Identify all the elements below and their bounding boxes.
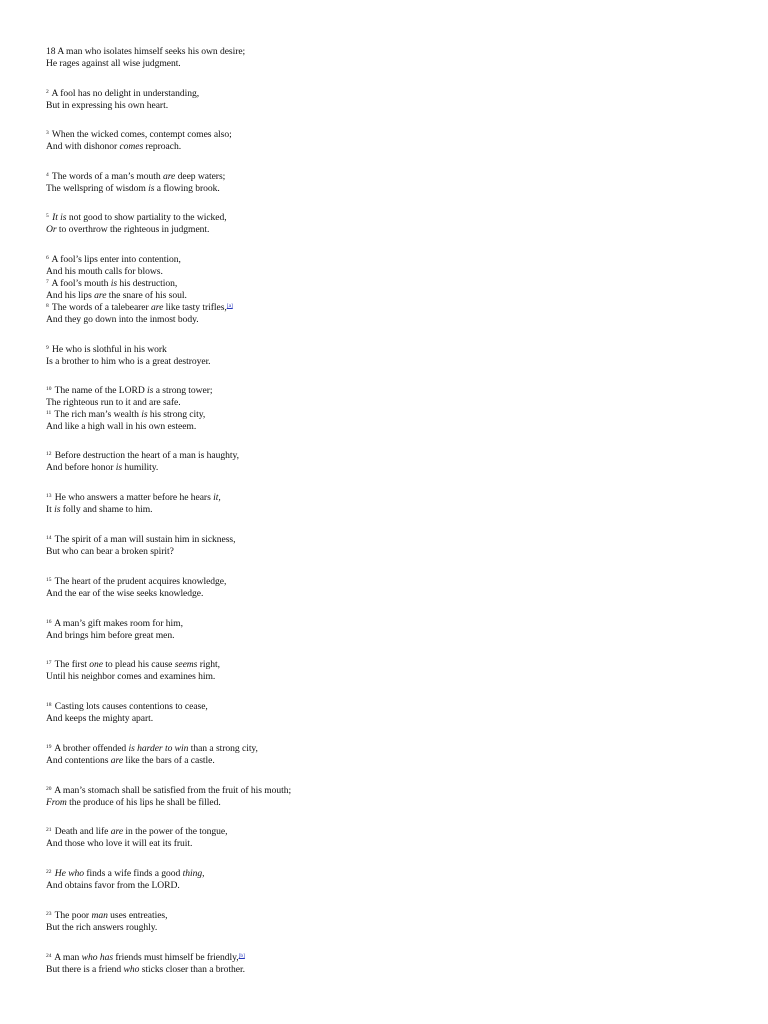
- verse-line: [46, 58, 181, 69]
- italic-text: is: [115, 462, 123, 473]
- verse-number: 8: [46, 303, 49, 309]
- verse-number: 14: [46, 535, 52, 541]
- verse-text: The name of the LORD: [52, 385, 148, 396]
- italic-text: it,: [213, 492, 221, 503]
- verse-number: 22: [46, 869, 52, 875]
- verse-text: uses entreaties,: [107, 910, 168, 921]
- verse-line: [46, 100, 168, 111]
- verse-text: Is a brother to him who is a great destroyer.: [46, 356, 211, 367]
- verse-text: And the ear of the wise seeks knowledge.: [46, 588, 204, 599]
- verse-text: And with dishonor: [46, 141, 120, 152]
- verse-number: 20: [46, 786, 52, 792]
- verse-line: [46, 212, 227, 223]
- verse-line: [46, 671, 215, 682]
- verse-line: [46, 314, 199, 325]
- verse-number: 19: [46, 744, 52, 750]
- verse-line: [46, 344, 167, 355]
- verse-number: 15: [46, 577, 52, 583]
- verse-number: 10: [46, 386, 52, 392]
- verse-text: But there is a friend: [46, 964, 124, 975]
- verse-line: [46, 290, 187, 301]
- verse-number: 23: [46, 911, 52, 917]
- italic-text: are: [110, 826, 124, 837]
- verse-number: 9: [46, 345, 49, 351]
- verse-text: And like a high wall in his own esteem.: [46, 421, 197, 432]
- verse-text: friends must himself be friendly,: [113, 952, 239, 963]
- verse-line: [46, 450, 239, 461]
- verse-line: [46, 797, 221, 808]
- verse-text: his destruction,: [117, 278, 178, 289]
- verse-text: But the rich answers roughly.: [46, 922, 158, 933]
- verse-number: 12: [46, 451, 52, 457]
- verse-line: [46, 838, 192, 849]
- verse-line: [46, 141, 181, 152]
- verse-number: 7: [46, 279, 49, 285]
- verse-line: [46, 659, 220, 670]
- verse-number: 24: [46, 953, 52, 959]
- italic-text: comes: [119, 141, 144, 152]
- italic-text: Or: [46, 224, 57, 235]
- verse-text: finds a wife finds a good: [84, 868, 183, 879]
- italic-text: is harder to win: [128, 743, 189, 754]
- verse-text: The spirit of a man will sustain him in sickness,: [52, 534, 236, 545]
- verse-text: right,: [197, 659, 220, 670]
- verse-line: [46, 88, 199, 99]
- verse-text: sticks closer than a brother.: [139, 964, 245, 975]
- italic-text: is: [54, 504, 61, 515]
- italic-text: seems: [174, 659, 198, 670]
- italic-text: thing,: [182, 868, 205, 879]
- verse-line: [46, 504, 152, 515]
- verse-line: [46, 266, 163, 277]
- verse-text: And they go down into the inmost body.: [46, 314, 199, 325]
- verse-text: The rich man’s wealth: [52, 409, 142, 420]
- verse-text: And his lips: [46, 290, 95, 301]
- verse-text: like the bars of a castle.: [123, 755, 215, 766]
- italic-text: is: [147, 385, 154, 396]
- verse-text: A man: [52, 952, 82, 963]
- verse-line: [46, 588, 203, 599]
- verse-line: [46, 254, 181, 265]
- footnote-link[interactable]: [a]: [226, 303, 233, 309]
- italic-text: who: [123, 964, 140, 975]
- verse-text: The first: [52, 659, 90, 670]
- verse-line: [46, 183, 220, 194]
- verse-text: A man’s gift makes room for him,: [52, 618, 183, 629]
- verse-number: 21: [46, 827, 52, 833]
- verse-text: A fool has no delight in understanding,: [49, 88, 200, 99]
- verse-text: But who can bear a broken spirit?: [46, 546, 174, 557]
- verse-text: And contentions: [46, 755, 111, 766]
- italic-text: man: [91, 910, 108, 921]
- verse-line: [46, 922, 157, 933]
- verse-text: to overthrow the righteous in judgment.: [56, 224, 210, 235]
- verse-text: The poor: [52, 910, 92, 921]
- verse-line: [46, 409, 205, 420]
- verse-text: A man’s stomach shall be satisfied from the fruit of his mouth;: [52, 785, 292, 796]
- italic-text: are: [110, 755, 124, 766]
- verse-number: 13: [46, 493, 52, 499]
- verse-line: [46, 618, 183, 629]
- verse-text: Until his neighbor comes and examines him.: [46, 671, 216, 682]
- verse-text: But in expressing his own heart.: [46, 100, 169, 111]
- verse-text: his strong city,: [147, 409, 206, 420]
- verse-text: And before honor: [46, 462, 116, 473]
- verse-line: [46, 630, 174, 641]
- verse-text: like tasty trifles,: [163, 302, 227, 313]
- verse-text: The wellspring of wisdom: [46, 183, 149, 194]
- italic-text: is: [148, 183, 155, 194]
- verse-text: 18: [46, 46, 58, 57]
- verse-line: [46, 302, 233, 313]
- verse-text: a strong tower;: [153, 385, 213, 396]
- verse-text: A brother offended: [52, 743, 129, 754]
- verse-line: [46, 397, 181, 408]
- italic-text: It is: [52, 212, 67, 223]
- italic-text: are: [94, 290, 107, 301]
- verse-number: 11: [46, 410, 52, 416]
- verse-text: humility.: [122, 462, 159, 473]
- verse-text: And brings him before great men.: [46, 630, 175, 641]
- verse-text: folly and shame to him.: [60, 504, 153, 515]
- verse-line: [46, 952, 245, 963]
- verse-text: than a strong city,: [188, 743, 258, 754]
- verse-text: The heart of the prudent acquires knowledge,: [52, 576, 227, 587]
- verse-line: [46, 171, 225, 182]
- verse-text: reproach.: [143, 141, 182, 152]
- verse-text: to plead his cause: [102, 659, 175, 670]
- italic-text: He who: [54, 868, 85, 879]
- verse-text: And those who love it will eat its fruit.: [46, 838, 193, 849]
- verse-text: A fool’s mouth: [49, 278, 111, 289]
- verse-line: [46, 129, 232, 140]
- verse-number: 18: [46, 702, 52, 708]
- verse-number: 4: [46, 172, 49, 178]
- verse-line: [46, 278, 177, 289]
- verse-text: the produce of his lips he shall be filled.: [66, 797, 221, 808]
- verse-line: [46, 785, 291, 796]
- verse-text: And keeps the mighty apart.: [46, 713, 154, 724]
- verse-text: And obtains favor from the LORD.: [46, 880, 180, 891]
- verse-line: [46, 743, 258, 754]
- verse-line: [46, 701, 208, 712]
- verse-line: [46, 224, 209, 235]
- verse-text: a flowing brook.: [154, 183, 220, 194]
- italic-text: are: [162, 171, 176, 182]
- verse-line: [46, 356, 211, 367]
- verse-text: The righteous run to it and are safe.: [46, 397, 181, 408]
- verse-text: A man who isolates himself seeks his own desire;: [57, 46, 246, 57]
- verse-number: 5: [46, 213, 49, 219]
- verse-line: [46, 492, 221, 503]
- italic-text: is: [110, 278, 118, 289]
- verse-text: When the wicked comes, contempt comes also;: [49, 129, 232, 140]
- verse-text: A fool’s lips enter into contention,: [49, 254, 181, 265]
- verse-number: 2: [46, 89, 49, 95]
- verse-text: Casting lots causes contentions to cease,: [52, 701, 208, 712]
- italic-text: one: [89, 659, 103, 670]
- verse-number: 3: [46, 130, 49, 136]
- verse-line: [46, 755, 215, 766]
- verse-number: 6: [46, 255, 49, 261]
- verse-text: deep waters;: [175, 171, 226, 182]
- italic-text: who has: [81, 952, 114, 963]
- verse-number: 17: [46, 660, 52, 666]
- verse-line: [46, 964, 245, 975]
- verse-line: [46, 534, 235, 545]
- verse-text: It: [46, 504, 55, 515]
- verse-line: [46, 421, 196, 432]
- verse-text: Before destruction the heart of a man is haughty,: [52, 450, 239, 461]
- verse-text: Death and life: [52, 826, 111, 837]
- verse-line: [46, 385, 213, 396]
- verse-line: [46, 868, 204, 879]
- verse-text: He rages against all wise judgment.: [46, 58, 181, 69]
- verse-text: the snare of his soul.: [106, 290, 187, 301]
- verse-text: The words of a man’s mouth: [49, 171, 163, 182]
- italic-text: From: [46, 797, 67, 808]
- verse-text: not good to show partiality to the wicked,: [66, 212, 227, 223]
- footnote-link[interactable]: [b]: [238, 953, 245, 959]
- verse-text: in the power of the tongue,: [123, 826, 228, 837]
- verse-text: He who is slothful in his work: [49, 344, 167, 355]
- verse-text: The words of a talebearer: [49, 302, 151, 313]
- verse-line: [46, 880, 180, 891]
- verse-line: [46, 462, 158, 473]
- italic-text: is: [141, 409, 148, 420]
- verse-line: [46, 910, 167, 921]
- verse-line: [46, 576, 226, 587]
- verse-text: And his mouth calls for blows.: [46, 266, 163, 277]
- verse-line: [46, 826, 227, 837]
- verse-line: [46, 546, 174, 557]
- verse-line: [46, 713, 153, 724]
- verse-line: [46, 46, 245, 57]
- verse-number: 16: [46, 619, 52, 625]
- italic-text: are: [151, 302, 164, 313]
- verse-text: He who answers a matter before he hears: [52, 492, 214, 503]
